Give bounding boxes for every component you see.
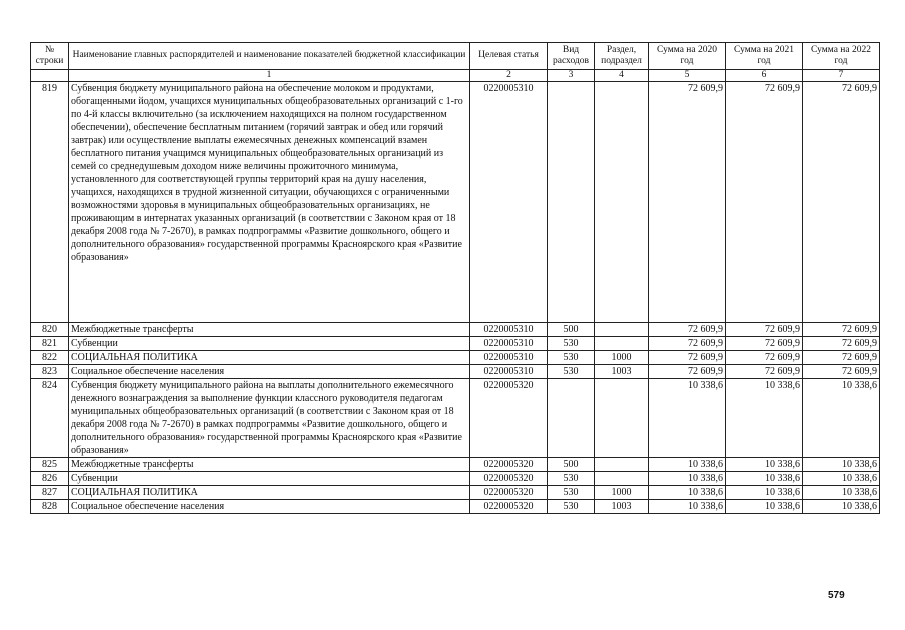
row-target-article: 0220005310: [470, 351, 548, 365]
column-number: 4: [595, 70, 649, 82]
row-sum-2021: 10 338,6: [726, 379, 803, 458]
row-target-article: 0220005310: [470, 323, 548, 337]
header-expense-type: Вид расходов: [548, 43, 595, 70]
row-sum-2021: 72 609,9: [726, 323, 803, 337]
row-expense-type: 530: [548, 486, 595, 500]
row-sum-2020: 72 609,9: [649, 337, 726, 351]
row-number: 827: [31, 486, 69, 500]
row-sum-2020: 72 609,9: [649, 351, 726, 365]
table-row: [31, 82, 880, 323]
row-sum-2021: 72 609,9: [726, 82, 803, 323]
row-sum-2021: 10 338,6: [726, 500, 803, 514]
row-sum-2021: 72 609,9: [726, 351, 803, 365]
row-section: [595, 337, 649, 351]
row-name: Межбюджетные трансферты: [69, 323, 470, 337]
page-number: 579: [828, 590, 845, 601]
column-number-blank: [31, 70, 69, 82]
row-number: 828: [31, 500, 69, 514]
row-number: 823: [31, 365, 69, 379]
row-name: Социальное обеспечение населения: [69, 500, 470, 514]
row-sum-2021: 10 338,6: [726, 458, 803, 472]
column-number: 5: [649, 70, 726, 82]
column-number: 2: [470, 70, 548, 82]
row-expense-type: [548, 82, 595, 323]
row-target-article: 0220005320: [470, 500, 548, 514]
row-number: 826: [31, 472, 69, 486]
table-row: [31, 365, 880, 379]
row-target-article: 0220005320: [470, 458, 548, 472]
row-section: [595, 323, 649, 337]
row-sum-2020: 10 338,6: [649, 458, 726, 472]
row-section: 1000: [595, 486, 649, 500]
table-row: [31, 351, 880, 365]
table-row: [31, 379, 880, 458]
table-row: [31, 458, 880, 472]
header-sum-2021: Сумма на 2021 год: [726, 43, 803, 70]
row-sum-2022: 10 338,6: [803, 500, 880, 514]
row-name: Субвенция бюджету муниципального района на выплаты дополнительного ежемесячного денежного вознаграждения за выполнение функции классного руководителя педагогам муниципальных общеобразовательных организаций (в соответствии с Законом края от 18 декабря 2008 года № 7-2670) в рамках подпрограммы «Развитие дошкольного, общего и дополнительного образования» государственной программы Красноярского края «Развитие образования»: [69, 379, 470, 458]
header-name: Наименование главных распорядителей и наименование показателей бюджетной классификации: [69, 43, 470, 70]
column-number-row: [31, 70, 880, 82]
row-expense-type: 530: [548, 351, 595, 365]
column-number: 3: [548, 70, 595, 82]
table-row: [31, 472, 880, 486]
table-row: [31, 486, 880, 500]
header-row: [31, 43, 880, 70]
row-expense-type: [548, 379, 595, 458]
row-number: 822: [31, 351, 69, 365]
row-number: 819: [31, 82, 69, 323]
row-section: 1003: [595, 500, 649, 514]
row-target-article: 0220005320: [470, 379, 548, 458]
column-number: 1: [69, 70, 470, 82]
column-number: 6: [726, 70, 803, 82]
row-name: Межбюджетные трансферты: [69, 458, 470, 472]
header-target-article: Целевая статья: [470, 43, 548, 70]
row-expense-type: 530: [548, 500, 595, 514]
budget-table: [30, 42, 880, 514]
row-number: 825: [31, 458, 69, 472]
column-number: 7: [803, 70, 880, 82]
row-target-article: 0220005320: [470, 486, 548, 500]
row-name: Субвенции: [69, 337, 470, 351]
header-sum-2022: Сумма на 2022 год: [803, 43, 880, 70]
header-section: Раздел, подраздел: [595, 43, 649, 70]
row-expense-type: 530: [548, 337, 595, 351]
row-name: СОЦИАЛЬНАЯ ПОЛИТИКА: [69, 351, 470, 365]
row-target-article: 0220005310: [470, 337, 548, 351]
row-section: [595, 458, 649, 472]
header-row-no: № строки: [31, 43, 69, 70]
row-sum-2020: 10 338,6: [649, 486, 726, 500]
row-name: Социальное обеспечение населения: [69, 365, 470, 379]
row-expense-type: 530: [548, 472, 595, 486]
row-section: 1000: [595, 351, 649, 365]
row-sum-2020: 10 338,6: [649, 379, 726, 458]
table-row: [31, 323, 880, 337]
row-sum-2021: 10 338,6: [726, 486, 803, 500]
row-expense-type: 500: [548, 323, 595, 337]
row-sum-2022: 72 609,9: [803, 365, 880, 379]
row-sum-2021: 72 609,9: [726, 337, 803, 351]
row-section: 1003: [595, 365, 649, 379]
row-expense-type: 530: [548, 365, 595, 379]
row-sum-2021: 72 609,9: [726, 365, 803, 379]
row-sum-2022: 10 338,6: [803, 486, 880, 500]
row-name: Субвенция бюджету муниципального района на обеспечение молоком и продуктами, обогащенными йодом, учащихся муниципальных общеобразовательных организаций с 1-го по 4-й классы включительно (за исключением находящихся на полном государственном обеспечении), обеспечение бесплатным питанием (горячий завтрак и обед или горячий завтрак) или осуществление выплаты ежемесячных денежных компенсаций взамен бесплатного питания учащимся муниципальных общеобразовательных организаций из семей со среднедушевым доходом ниже величины прожиточного минимума, установленного для соответствующей группы территорий края на душу населения, учащихся, находящихся в трудной жизненной ситуации, обучающихся с ограниченными возможностями здоровья в муниципальных общеобразовательных организациях, не проживающим в интернатах указанных организаций (в соответствии с Законом края от 18 декабря 2008 года № 7-2670), в рамках подпрограммы «Развитие дошкольного, общего и дополнительного образования» государственной программы Красноярского края «Развитие образования»: [69, 82, 470, 323]
row-target-article: 0220005320: [470, 472, 548, 486]
row-sum-2022: 72 609,9: [803, 82, 880, 323]
row-name: Субвенции: [69, 472, 470, 486]
row-sum-2020: 72 609,9: [649, 365, 726, 379]
row-target-article: 0220005310: [470, 82, 548, 323]
row-sum-2020: 10 338,6: [649, 500, 726, 514]
row-sum-2022: 72 609,9: [803, 351, 880, 365]
row-sum-2022: 10 338,6: [803, 458, 880, 472]
row-sum-2021: 10 338,6: [726, 472, 803, 486]
row-number: 821: [31, 337, 69, 351]
row-sum-2022: 72 609,9: [803, 323, 880, 337]
row-sum-2022: 10 338,6: [803, 379, 880, 458]
table-row: [31, 337, 880, 351]
row-number: 820: [31, 323, 69, 337]
row-number: 824: [31, 379, 69, 458]
header-sum-2020: Сумма на 2020 год: [649, 43, 726, 70]
row-sum-2020: 72 609,9: [649, 82, 726, 323]
row-section: [595, 472, 649, 486]
row-sum-2022: 10 338,6: [803, 472, 880, 486]
row-sum-2020: 72 609,9: [649, 323, 726, 337]
row-sum-2020: 10 338,6: [649, 472, 726, 486]
row-name: СОЦИАЛЬНАЯ ПОЛИТИКА: [69, 486, 470, 500]
table-row: [31, 500, 880, 514]
row-sum-2022: 72 609,9: [803, 337, 880, 351]
row-target-article: 0220005310: [470, 365, 548, 379]
row-section: [595, 379, 649, 458]
row-section: [595, 82, 649, 323]
row-expense-type: 500: [548, 458, 595, 472]
